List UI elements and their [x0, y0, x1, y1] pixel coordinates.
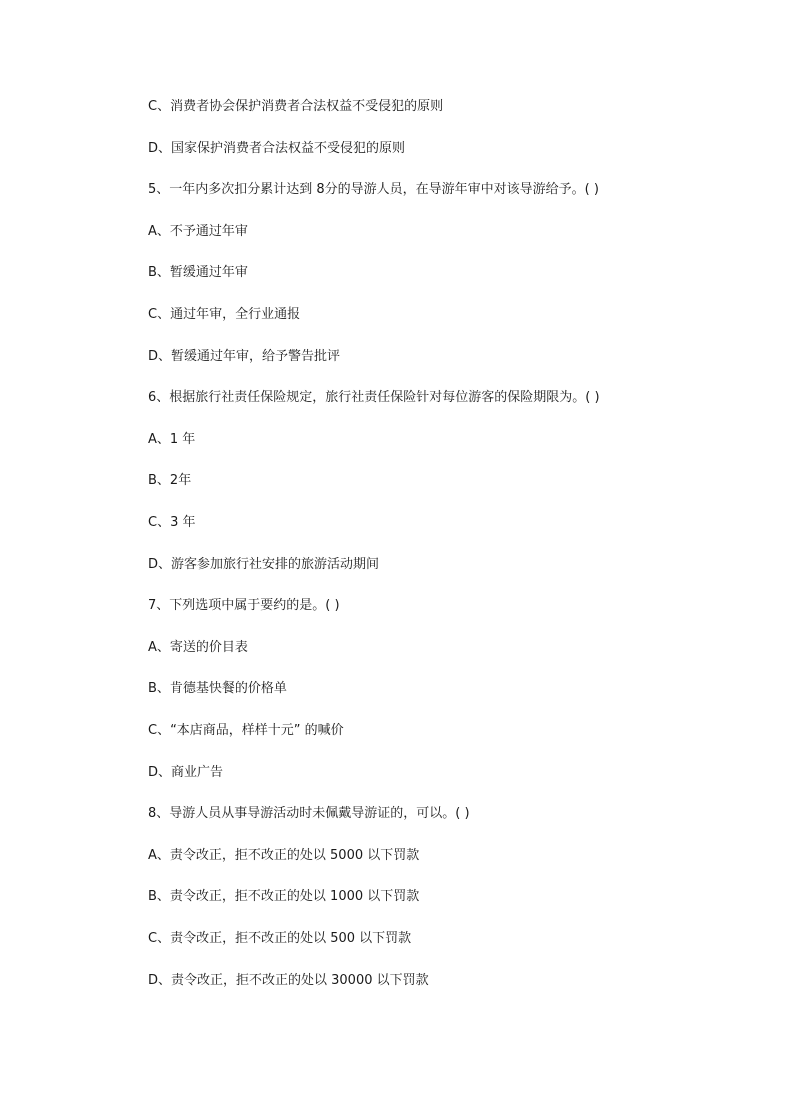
- option-d-q5: D、暂缓通过年审，给予警告批评: [148, 349, 341, 364]
- question-8: 8、导游人员从事导游活动时未佩戴导游证的，可以。( ): [148, 806, 470, 821]
- option-b-q7: B、肯德基快餐的价格单: [148, 681, 287, 696]
- option-c-q8: C、责令改正，拒不改正的处以 500 以下罚款: [148, 931, 412, 946]
- question-6: 6、根据旅行社责任保险规定，旅行社责任保险针对每位游客的保险期限为。( ): [148, 390, 600, 405]
- option-b-q8: B、责令改正，拒不改正的处以 1000 以下罚款: [148, 889, 420, 904]
- option-c-q6: C、3 年: [148, 515, 196, 530]
- question-7: 7、下列选项中属于要约的是。( ): [148, 598, 340, 613]
- option-d-q7: D、商业广告: [148, 765, 224, 780]
- option-d-q8: D、责令改正，拒不改正的处以 30000 以下罚款: [148, 973, 429, 988]
- option-b-q5: B、暂缓通过年审: [148, 265, 248, 280]
- option-a-q7: A、寄送的价目表: [148, 640, 248, 655]
- option-c-q5: C、通过年审，全行业通报: [148, 307, 301, 322]
- option-b-q6: B、2年: [148, 473, 192, 488]
- option-a-q6: A、1 年: [148, 432, 196, 447]
- question-5: 5、一年内多次扣分累计达到 8分的导游人员，在导游年审中对该导游给予。( ): [148, 182, 599, 197]
- option-d-q4: D、国家保护消费者合法权益不受侵犯的原则: [148, 141, 406, 156]
- option-d-q6: D、游客参加旅行社安排的旅游活动期间: [148, 557, 380, 572]
- option-a-q5: A、不予通过年审: [148, 224, 248, 239]
- option-a-q8: A、责令改正，拒不改正的处以 5000 以下罚款: [148, 848, 420, 863]
- option-c-q7: C、“本店商品，样样十元” 的喊价: [148, 723, 344, 738]
- option-c-q4: C、消费者协会保护消费者合法权益不受侵犯的原则: [148, 99, 444, 114]
